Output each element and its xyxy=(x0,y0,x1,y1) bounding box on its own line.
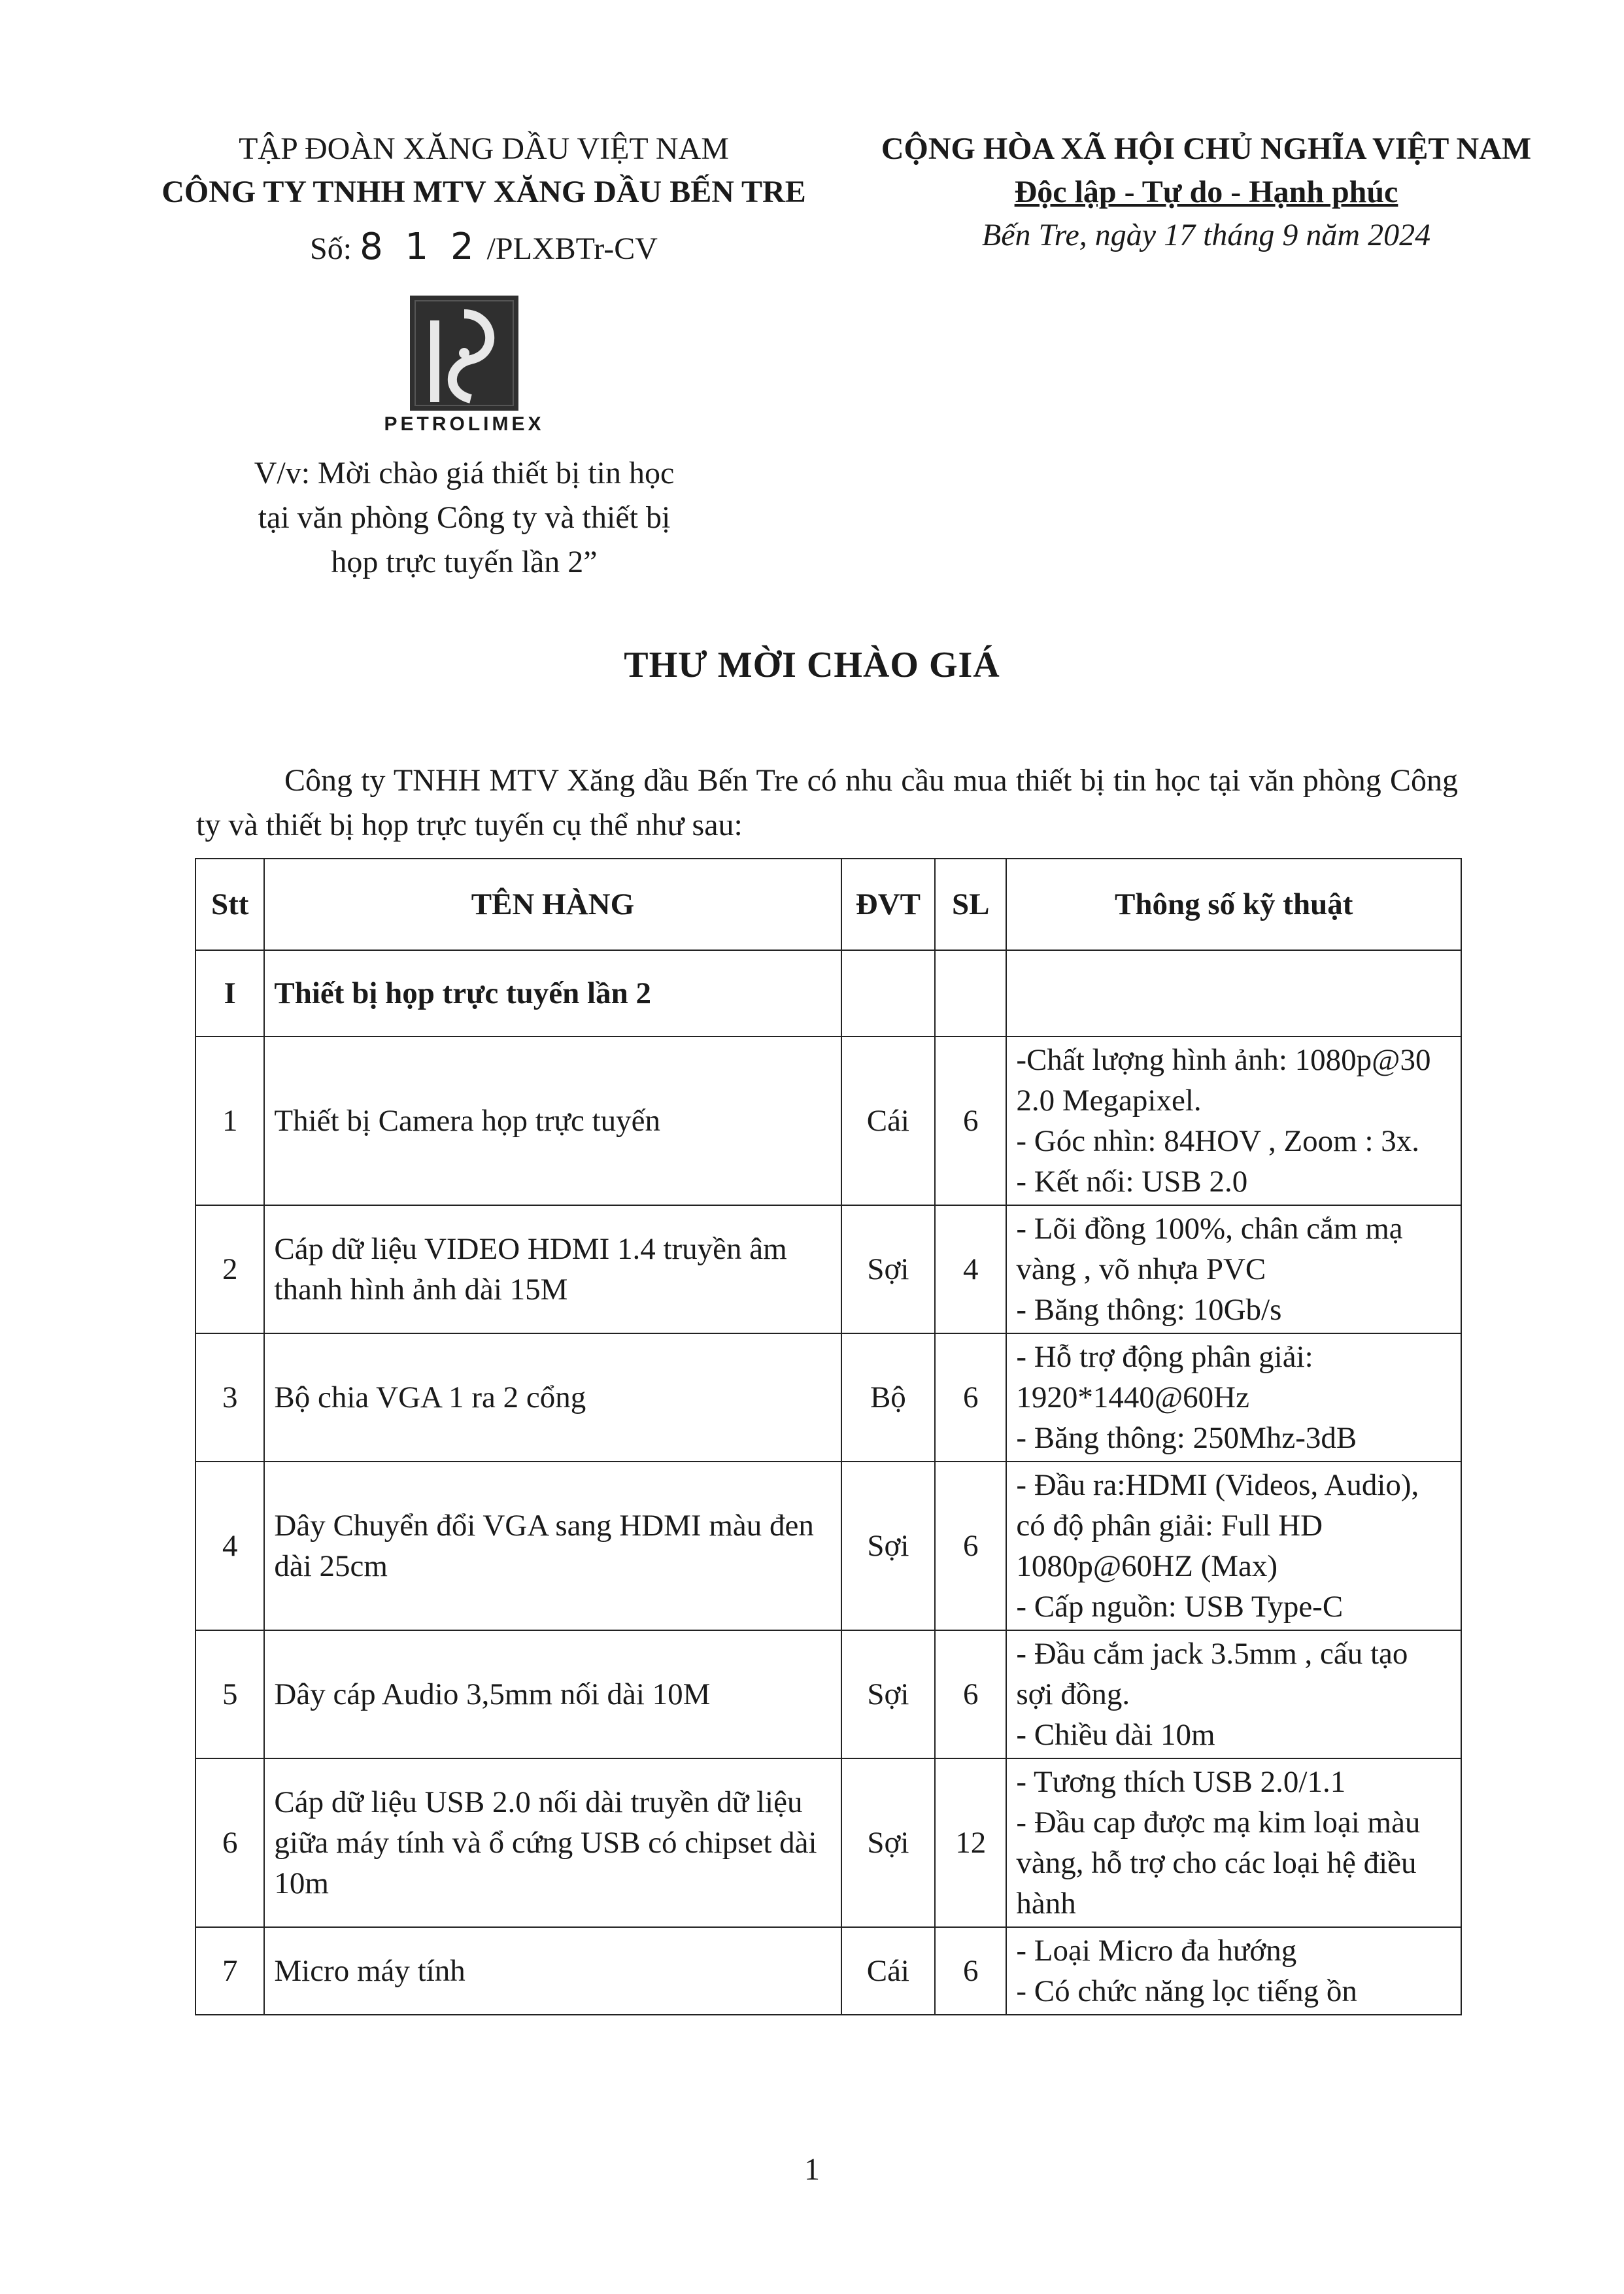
spec-line: - Băng thông: 10Gb/s xyxy=(1016,1293,1282,1327)
row-stt: 5 xyxy=(195,1630,264,1758)
row-qty: 12 xyxy=(935,1758,1006,1927)
spec-line: - Kết nối: USB 2.0 xyxy=(1016,1165,1248,1199)
parent-organization: TẬP ĐOÀN XĂNG DẦU VIỆT NAM xyxy=(239,131,729,166)
spec-line: - Lõi đồng 100%, chân cắm mạ vàng , võ nhựa PVC xyxy=(1016,1212,1403,1286)
row-qty: 6 xyxy=(935,1462,1006,1630)
document-number-label: Số: xyxy=(310,231,352,266)
section-spec xyxy=(1006,950,1461,1036)
table-row xyxy=(195,1758,1461,1927)
subject-block xyxy=(216,451,713,585)
spec-line: - Đầu ra:HDMI (Videos, Audio), có độ phân giải: Full HD 1080p@60HZ (Max) xyxy=(1016,1468,1419,1583)
row-name: Cáp dữ liệu VIDEO HDMI 1.4 truyền âm thanh hình ảnh dài 15M xyxy=(264,1205,841,1333)
row-stt: 7 xyxy=(195,1927,264,2015)
header-qty: SL xyxy=(935,859,1006,950)
row-unit: Sợi xyxy=(841,1462,936,1630)
organization-name: CÔNG TY TNHH MTV XĂNG DẦU BẾN TRE xyxy=(161,175,806,209)
logo-text: PETROLIMEX xyxy=(384,413,545,435)
spec-line: - Loại Micro đa hướng xyxy=(1016,1934,1297,1968)
spec-line: - Góc nhìn: 84HOV , Zoom : 3x. xyxy=(1016,1124,1420,1158)
table-row xyxy=(195,1205,1461,1333)
spec-line: - Tương thích USB 2.0/1.1 xyxy=(1016,1765,1346,1799)
row-spec xyxy=(1006,1927,1461,2015)
row-unit: Sợi xyxy=(841,1205,936,1333)
row-name: Cáp dữ liệu USB 2.0 nối dài truyền dữ liệu giữa máy tính và ổ cứng USB có chipset dài 10m xyxy=(264,1758,841,1927)
table-row xyxy=(195,1630,1461,1758)
row-unit: Bộ xyxy=(841,1333,936,1462)
row-spec xyxy=(1006,1205,1461,1333)
section-stt: I xyxy=(195,950,264,1036)
row-spec xyxy=(1006,1462,1461,1630)
table-row xyxy=(195,1036,1461,1205)
section-unit xyxy=(841,950,936,1036)
row-unit: Cái xyxy=(841,1927,936,2015)
row-qty: 6 xyxy=(935,1927,1006,2015)
row-qty: 6 xyxy=(935,1333,1006,1462)
place-and-date: Bến Tre, ngày 17 tháng 9 năm 2024 xyxy=(981,218,1431,252)
row-spec xyxy=(1006,1630,1461,1758)
header-stt: Stt xyxy=(195,859,264,950)
row-qty: 6 xyxy=(935,1036,1006,1205)
subject-line: tại văn phòng Công ty và thiết bị xyxy=(258,500,671,535)
document-number xyxy=(118,226,850,268)
row-unit: Sợi xyxy=(841,1758,936,1927)
section-name: Thiết bị họp trực tuyến lần 2 xyxy=(264,950,841,1036)
row-name: Micro máy tính xyxy=(264,1927,841,2015)
row-qty: 4 xyxy=(935,1205,1006,1333)
page-number: 1 xyxy=(804,2152,820,2187)
subject-line: V/v: Mời chào giá thiết bị tin học xyxy=(254,456,675,490)
row-unit: Sợi xyxy=(841,1630,936,1758)
row-stt: 4 xyxy=(195,1462,264,1630)
row-name: Thiết bị Camera họp trực tuyến xyxy=(264,1036,841,1205)
intro-paragraph: Công ty TNHH MTV Xăng dầu Bến Tre có nhu cầu mua thiết bị tin học tại văn phòng Công ty và thiết bị họp trực tuyến cụ thể như sau: xyxy=(196,763,1458,842)
table-row xyxy=(195,1462,1461,1630)
spec-line: - Đầu cắm jack 3.5mm , cấu tạo sợi đồng. xyxy=(1016,1637,1408,1711)
items-table xyxy=(195,858,1462,2015)
country-name: CỘNG HÒA XÃ HỘI CHỦ NGHĨA VIỆT NAM xyxy=(881,131,1532,166)
row-stt: 6 xyxy=(195,1758,264,1927)
spec-line: - Cấp nguồn: USB Type-C xyxy=(1016,1590,1344,1624)
table-row xyxy=(195,1333,1461,1462)
section-row xyxy=(195,950,1461,1036)
section-qty xyxy=(935,950,1006,1036)
table-row xyxy=(195,1927,1461,2015)
document-title: THƯ MỜI CHÀO GIÁ xyxy=(624,645,1000,685)
row-unit: Cái xyxy=(841,1036,936,1205)
header-name: TÊN HÀNG xyxy=(264,859,841,950)
header-unit: ĐVT xyxy=(841,859,936,950)
row-qty: 6 xyxy=(935,1630,1006,1758)
row-spec xyxy=(1006,1036,1461,1205)
header-spec: Thông số kỹ thuật xyxy=(1006,859,1461,950)
spec-line: - Băng thông: 250Mhz-3dB xyxy=(1016,1421,1357,1455)
spec-line: - Có chức năng lọc tiếng ồn xyxy=(1016,1974,1357,2008)
table-header-row xyxy=(195,859,1461,950)
national-motto: Độc lập - Tự do - Hạnh phúc xyxy=(1014,175,1398,209)
petrolimex-logo-icon xyxy=(409,294,520,412)
spec-line: - Chiều dài 10m xyxy=(1016,1718,1215,1752)
row-name: Bộ chia VGA 1 ra 2 cổng xyxy=(264,1333,841,1462)
national-header xyxy=(850,128,1563,257)
spec-line: - Hỗ trợ động phân giải: 1920*1440@60Hz xyxy=(1016,1340,1313,1414)
row-stt: 3 xyxy=(195,1333,264,1462)
row-name: Dây Chuyển đổi VGA sang HDMI màu đen dài 25cm xyxy=(264,1462,841,1630)
spec-line: - Đầu cap được mạ kim loại màu vàng, hỗ trợ cho các loại hệ điều hành xyxy=(1016,1806,1421,1921)
issuer-header xyxy=(118,128,850,268)
spec-line: -Chất lượng hình ảnh: 1080p@30 2.0 Megapixel. xyxy=(1016,1043,1431,1118)
row-spec xyxy=(1006,1333,1461,1462)
row-name: Dây cáp Audio 3,5mm nối dài 10M xyxy=(264,1630,841,1758)
row-stt: 1 xyxy=(195,1036,264,1205)
document-number-suffix: /PLXBTr-CV xyxy=(486,231,658,266)
row-stt: 2 xyxy=(195,1205,264,1333)
document-number-value: 8 1 2 xyxy=(360,226,479,268)
row-spec xyxy=(1006,1758,1461,1927)
subject-line: họp trực tuyến lần 2” xyxy=(331,545,598,579)
